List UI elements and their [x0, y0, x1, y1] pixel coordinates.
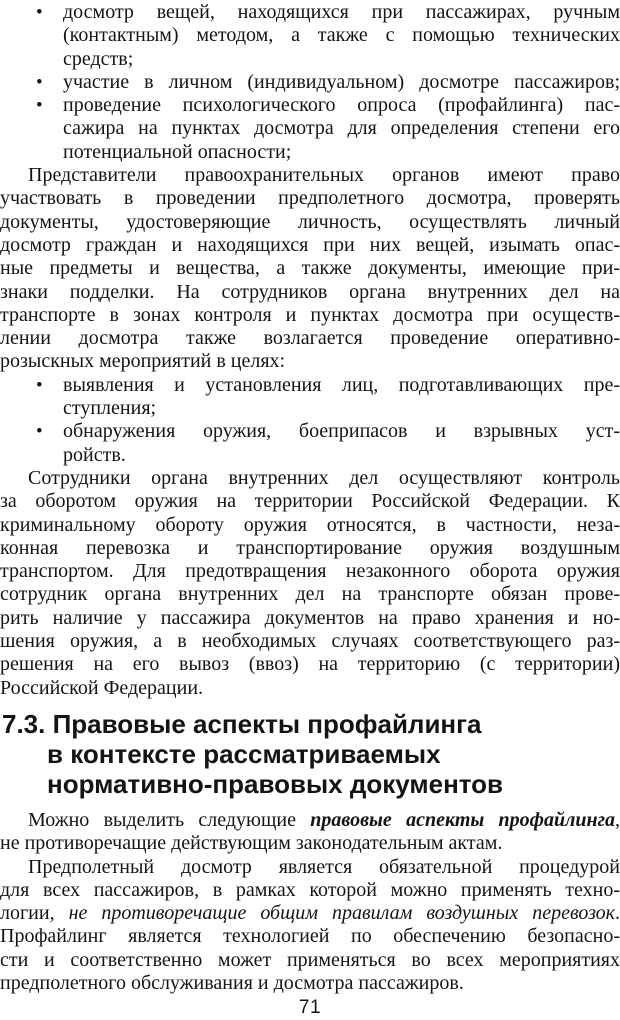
text-line — [0, 902, 620, 925]
text-line: проведение психологического опроса (профайлинга) пас- — [63, 94, 620, 117]
text-line: криминальному обороту оружия относятся, в частности, неза- — [0, 513, 620, 536]
bullet-item — [0, 1, 620, 71]
bullet-icon: • — [36, 421, 43, 443]
text-line: участие в личном (индивидуальном) досмотре пассажиров; — [63, 70, 620, 93]
heading-line: нормативно-правовых документов — [47, 768, 504, 799]
text-line: транспорте в зонах контроля и пунктах досмотра при осуществ- — [0, 303, 620, 326]
text-line: лении досмотра также возлагается проведение оперативно- — [0, 327, 620, 350]
text-line: обнаружения оружия, боеприпасов и взрывных уст- — [63, 420, 620, 443]
text-line: сотрудник органа внутренних дел на транспорте обязан прове- — [0, 583, 620, 606]
bullet-icon: • — [36, 374, 43, 396]
emphasized-text: не противоречащие общим правилам воздушных перевозок — [68, 902, 615, 925]
text-line: шения оружия, а в необходимых случаях соответствующего раз- — [0, 630, 620, 653]
text-line: за оборотом оружия на территории Российской Федерации. К — [0, 490, 620, 513]
bullet-icon: • — [36, 95, 43, 117]
text-line: потенциальной опасности; — [63, 140, 292, 163]
text-line — [0, 809, 620, 832]
text-line: (контактным) методом, а также с помощью технических — [63, 24, 620, 47]
text-line: Предполетный досмотр является обязательной процедурой — [28, 855, 620, 878]
text-line: транспортом. Для предотвращения незаконного оборота оружия — [0, 560, 620, 583]
text-line: конная перевозка и транспортирование оружия воздушным — [0, 536, 620, 559]
emphasized-text: правовые аспекты профайлинга — [310, 808, 615, 831]
text-line: выявления и установления лиц, подготавливающих пре- — [63, 373, 620, 396]
bullet-item — [0, 374, 620, 421]
text-line: документы, удостоверяющие личность, осуществлять личный — [0, 210, 620, 233]
page-number: 71 — [298, 997, 322, 1018]
paragraph — [0, 467, 620, 700]
text-line: рить наличие у пассажира документов на право хранения и но- — [0, 606, 620, 629]
text-line: решения на его вывоз (ввоз) на территорию (с территории) — [0, 653, 620, 676]
text-line: досмотр граждан и находящихся при них вещей, изымать опас- — [0, 233, 620, 256]
bullet-item — [0, 420, 620, 467]
text-line: сти и соответственно может применяться во всех мероприятиях — [0, 948, 620, 971]
bullet-item — [0, 71, 620, 94]
text-line: знаки подделки. На сотрудников органа внутренних дел на — [0, 280, 620, 303]
text-line: для всех пассажиров, в рамках которой можно применять техно- — [0, 878, 620, 901]
text-line: Представители правоохранительных органов имеют право — [28, 164, 620, 187]
text-line: Сотрудники органа внутренних дел осуществляют контроль — [28, 466, 620, 489]
bullet-item — [0, 94, 620, 164]
text-line: участвовать в проведении предполетного досмотра, проверять — [0, 187, 620, 210]
text-line: не противоречащие действующим законодательным актам. — [0, 832, 503, 855]
paragraph — [0, 856, 620, 996]
text-line: Профайлинг является технологией по обеспечению безопасно- — [0, 925, 620, 948]
text-segment: . — [615, 902, 620, 925]
bullet-icon: • — [36, 2, 43, 23]
text-line: ройств. — [63, 443, 126, 466]
text-line: сажира на пунктах досмотра для определения степени его — [63, 117, 620, 140]
text-line: ступления; — [63, 397, 157, 420]
text-line: предполетного обслуживания и досмотра пассажиров. — [0, 971, 464, 994]
bullet-icon: • — [36, 71, 43, 93]
heading-line: в контексте рассматриваемых — [47, 738, 441, 769]
text-segment: Можно выделить следующие — [28, 808, 311, 831]
section-heading — [0, 709, 620, 799]
text-line: ные предметы и вещества, а также документы, имеющие при- — [0, 257, 620, 280]
text-line: розыскных мероприятий в целях: — [0, 350, 286, 373]
page-content — [0, 1, 620, 995]
text-line: средств; — [63, 47, 134, 70]
text-line: Российской Федерации. — [0, 676, 204, 699]
text-segment: логии, — [0, 902, 69, 925]
text-segment: , — [615, 808, 620, 831]
paragraph — [0, 164, 620, 374]
text-line: досмотр вещей, находящихся при пассажирах, ручным — [63, 1, 620, 23]
paragraph — [0, 809, 620, 856]
heading-line: 7.3. Правовые аспекты профайлинга — [2, 708, 482, 739]
